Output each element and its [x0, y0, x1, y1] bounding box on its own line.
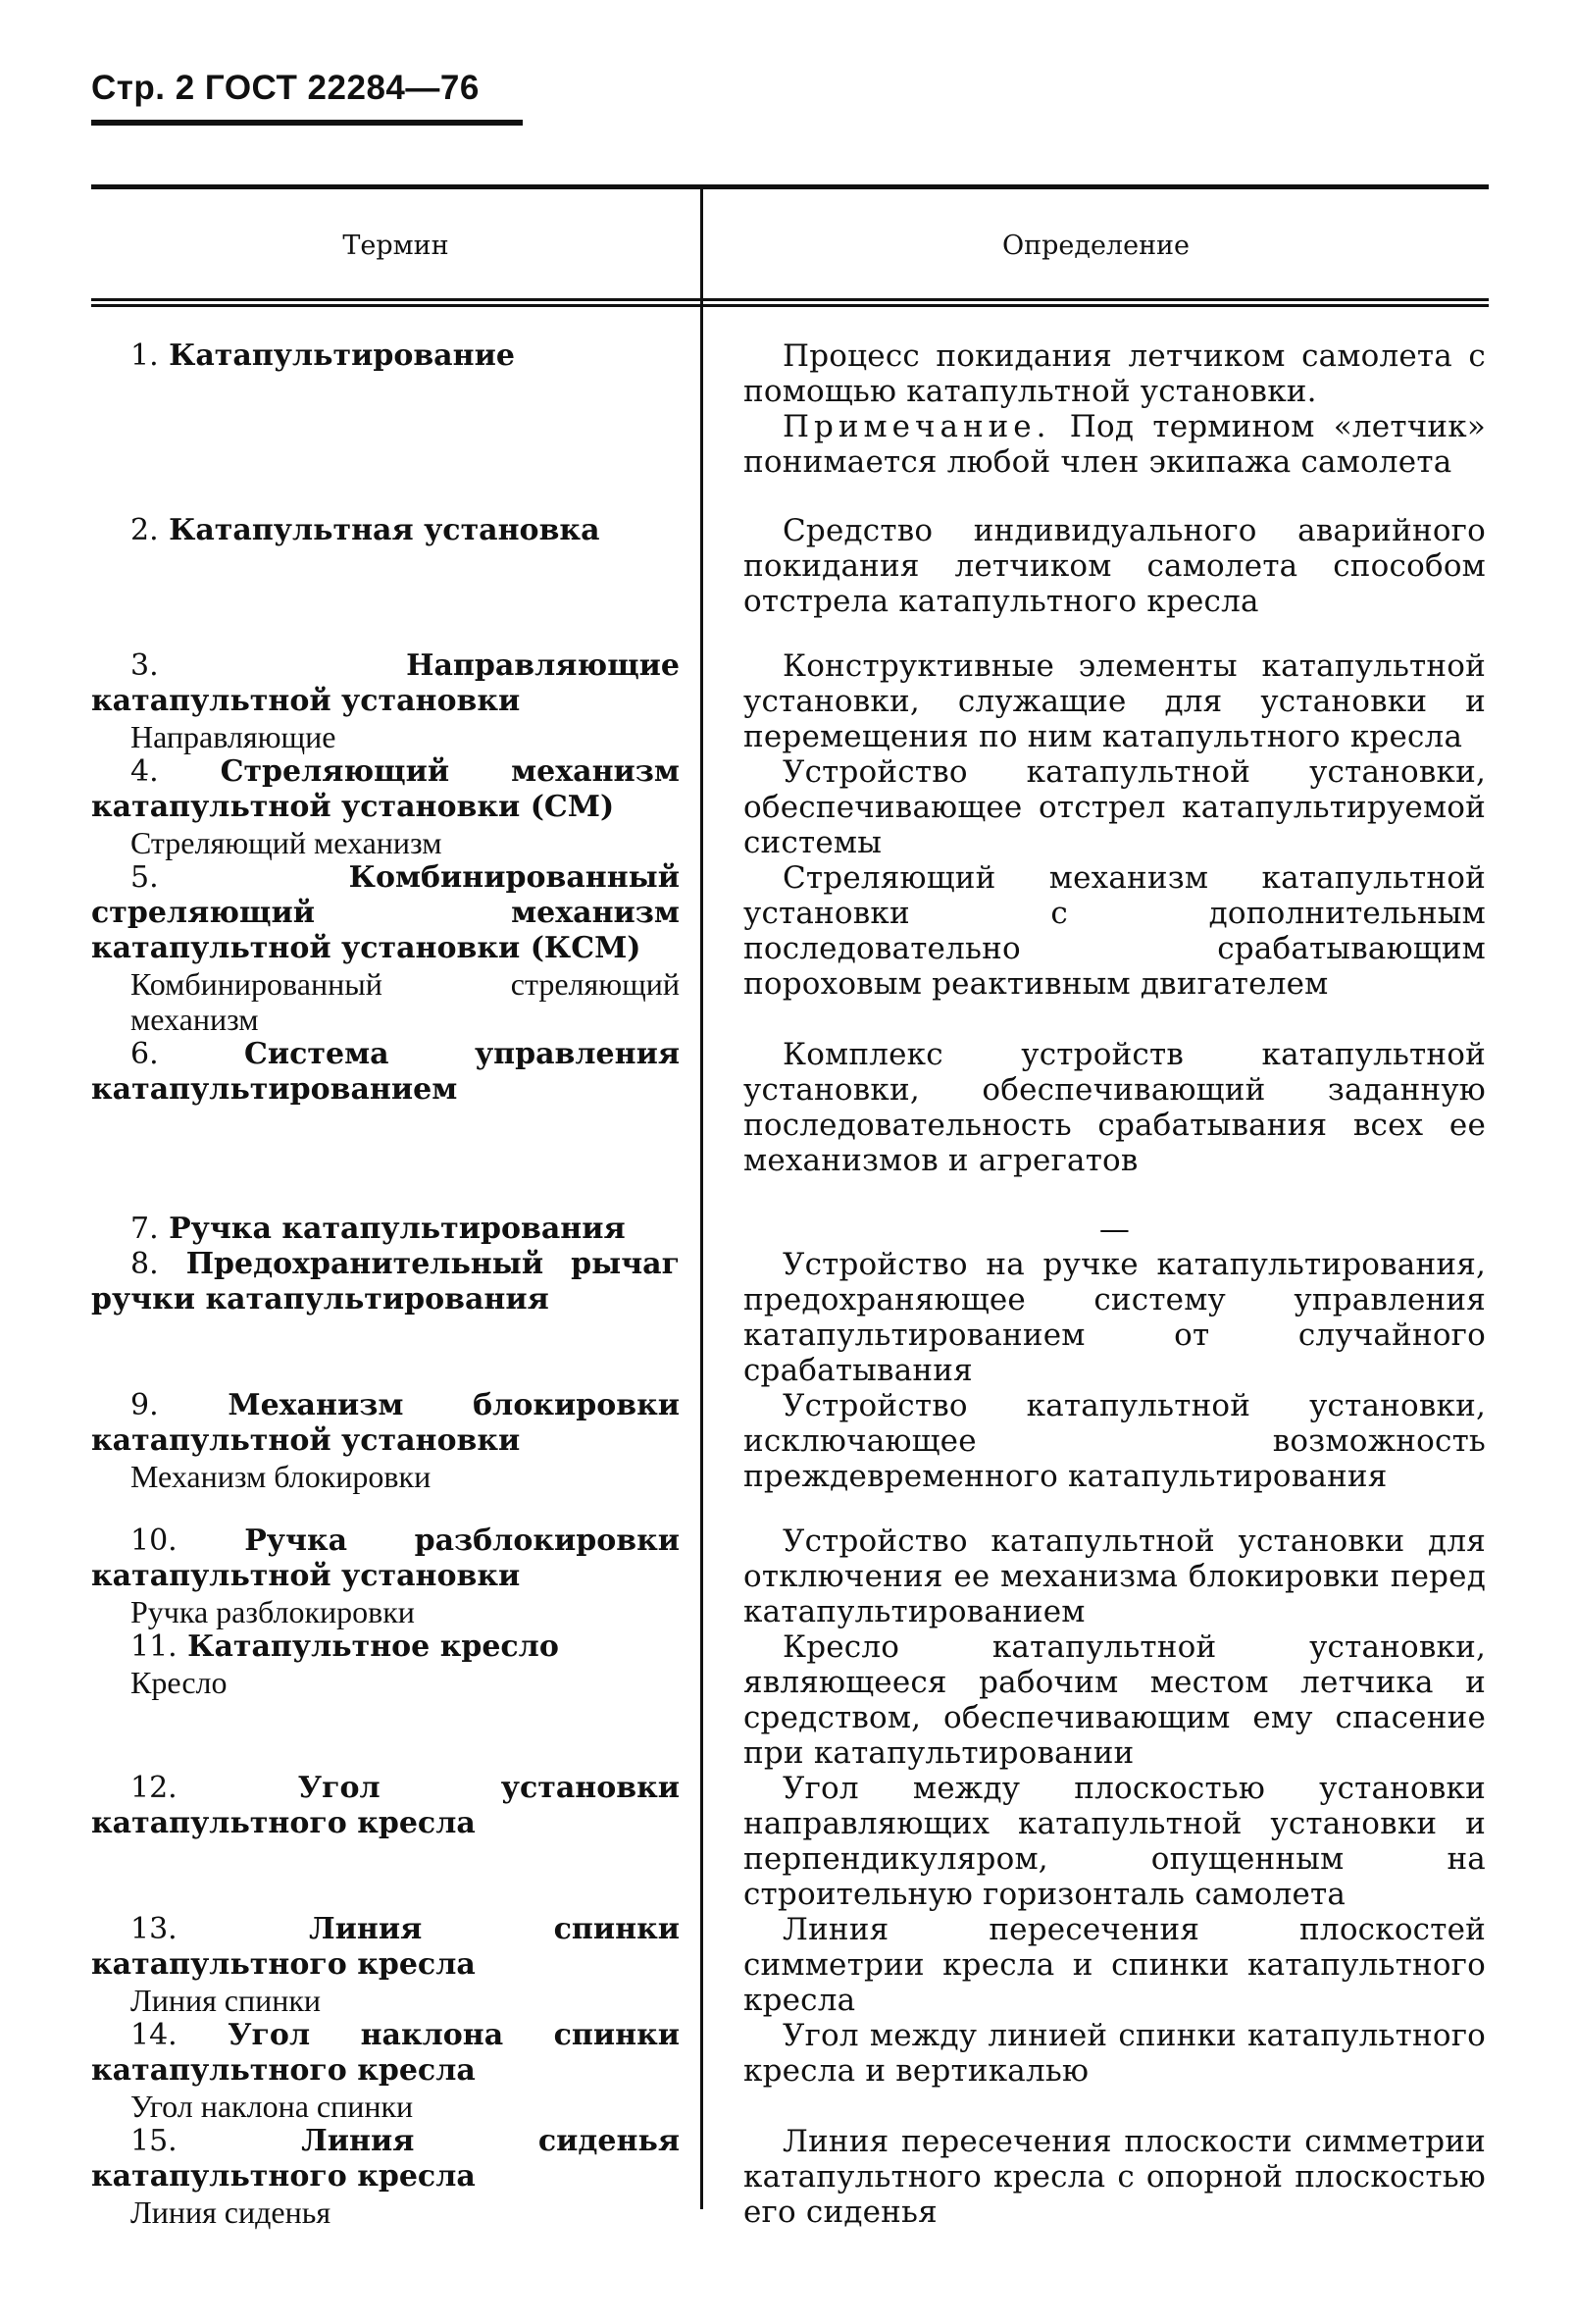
- term-title: Угол установки катапультного кресла: [91, 1771, 680, 1840]
- term-cell: [91, 1212, 700, 1247]
- definition-text: Процесс покидания летчиком самолета с помощью катапультной установки.: [743, 338, 1486, 409]
- definition-text: Угол между плоскостью установки направляющих катапультной установки и перпендикуляром, опущенным на строительную горизонталь самолета: [743, 1771, 1486, 1912]
- definition-cell: [700, 1912, 1486, 2018]
- term-title: Линия спинки катапультного кресла: [91, 1912, 680, 1982]
- term-title: Направляющие катапультной установки: [91, 648, 680, 718]
- term-number: 2.: [130, 513, 159, 547]
- definition-text: Устройство на ручке катапультирования, предохраняющее систему управления катапультированием от случайного срабатывания: [743, 1247, 1486, 1388]
- table-row: [91, 1037, 1489, 1178]
- term-cell: [91, 754, 700, 860]
- definition-text: Средство индивидуального аварийного покидания летчиком самолета способом отстрела катапультного кресла: [743, 513, 1486, 619]
- definition-cell: [700, 513, 1486, 619]
- definition-cell: [700, 1247, 1486, 1388]
- table-row: [91, 2124, 1489, 2230]
- term-title: Катапультирование: [169, 338, 515, 373]
- definition-text: Стреляющий механизм катапультной установки с дополнительным последовательно срабатывающим пороховым реактивным двигателем: [743, 860, 1486, 1002]
- term-number: 11.: [130, 1629, 178, 1664]
- definition-text: Линия пересечения плоскости симметрии катапультного кресла с опорной плоскостью его сиденья: [743, 2124, 1486, 2230]
- definition-cell: [700, 2124, 1486, 2230]
- table-row: [91, 754, 1489, 860]
- term-name: [91, 648, 680, 719]
- table-row: [91, 1212, 1489, 1247]
- definition-cell: [700, 1212, 1486, 1247]
- definition-note: [743, 409, 1486, 480]
- term-cell: [91, 1629, 700, 1771]
- terms-table-body: [91, 338, 1489, 2230]
- definition-text: —: [1098, 1212, 1131, 1247]
- term-title: Стреляющий механизм катапультной установки (СМ): [91, 754, 680, 824]
- term-number: 9.: [130, 1388, 159, 1422]
- term-short-form: Направляющие: [130, 719, 336, 754]
- term-name: [91, 1388, 680, 1459]
- term-cell: [91, 513, 700, 619]
- term-short-form: Угол наклона спинки: [130, 2089, 414, 2124]
- term-name: [91, 338, 680, 374]
- table-row: [91, 2018, 1489, 2124]
- column-header-definition: Определение: [1001, 231, 1191, 261]
- table-row: [91, 648, 1489, 754]
- term-number: 3.: [130, 648, 159, 683]
- term-name: [91, 1247, 680, 1317]
- term-title: Катапультное кресло: [187, 1629, 559, 1664]
- term-cell: [91, 1912, 700, 2018]
- note-label: Примечание.: [783, 409, 1051, 444]
- term-name: [91, 2124, 680, 2195]
- definition-text: Устройство катапультной установки, исключающее возможность преждевременного катапультирования: [743, 1388, 1486, 1494]
- definition-cell: [700, 1771, 1486, 1912]
- term-name: [91, 1212, 680, 1247]
- term-name: [91, 1629, 680, 1665]
- term-number: 13.: [130, 1912, 178, 1946]
- term-cell: [91, 1388, 700, 1494]
- table-header-rule: [91, 298, 1489, 307]
- term-name: [91, 1524, 680, 1594]
- definition-cell: [700, 648, 1486, 754]
- term-number: 7.: [130, 1212, 159, 1246]
- note-text: Под термином «летчик» понимается любой член экипажа самолета: [743, 409, 1486, 480]
- term-name: [91, 1037, 680, 1108]
- term-title: Угол наклона спинки катапультного кресла: [91, 2018, 681, 2088]
- term-number: 4.: [130, 754, 159, 789]
- term-title: Линия сиденья катапультного кресла: [91, 2124, 680, 2194]
- definition-text: Устройство катапультной установки, обеспечивающее отстрел катапультируемой системы: [743, 754, 1486, 860]
- term-short-form: Кресло: [130, 1665, 228, 1700]
- term-cell: [91, 860, 700, 1037]
- table-row: [91, 1524, 1489, 1629]
- term-cell: [91, 1247, 700, 1388]
- term-title: Ручка разблокировки катапультной установки: [91, 1524, 680, 1593]
- definition-cell: [700, 1524, 1486, 1629]
- column-header-term: Термин: [342, 231, 449, 261]
- term-cell: [91, 1037, 700, 1178]
- table-top-rule: [91, 184, 1489, 189]
- table-row: [91, 1912, 1489, 2018]
- term-title: Предохранительный рычаг ручки катапультирования: [91, 1247, 680, 1317]
- term-number: 6.: [130, 1037, 159, 1071]
- term-title: Механизм блокировки катапультной установки: [91, 1388, 680, 1458]
- term-short-form: Комбинированный стреляющий механизм: [130, 966, 680, 1037]
- term-name: [91, 513, 680, 548]
- term-cell: [91, 1524, 700, 1629]
- term-cell: [91, 2124, 700, 2230]
- term-number: 10.: [130, 1524, 178, 1558]
- term-short-form: Стреляющий механизм: [130, 825, 442, 860]
- definition-text: Линия пересечения плоскостей симметрии кресла и спинки катапультного кресла: [743, 1912, 1486, 2018]
- definition-text: Устройство катапультной установки для отключения ее механизма блокировки перед катапультированием: [743, 1524, 1486, 1629]
- definition-cell: [700, 2018, 1486, 2124]
- table-row: [91, 1247, 1489, 1388]
- term-name: [91, 2018, 680, 2089]
- definition-cell: [700, 338, 1486, 486]
- term-cell: [91, 648, 700, 754]
- term-short-form: Ручка разблокировки: [130, 1594, 415, 1629]
- table-row: [91, 860, 1489, 1037]
- term-cell: [91, 2018, 700, 2124]
- term-title: Катапультная установка: [169, 513, 600, 547]
- term-short-form: Механизм блокировки: [130, 1459, 432, 1494]
- term-number: 1.: [130, 338, 159, 373]
- definition-cell: [700, 754, 1486, 860]
- definition-cell: [700, 1037, 1486, 1178]
- term-name: [91, 860, 680, 966]
- term-cell: [91, 1771, 700, 1912]
- term-number: 12.: [130, 1771, 178, 1805]
- table-row: [91, 338, 1489, 486]
- term-name: [91, 754, 680, 825]
- term-name: [91, 1912, 680, 1983]
- definition-cell: [700, 1388, 1486, 1494]
- definition-text: Кресло катапультной установки, являющееся рабочим местом летчика и средством, обеспечивающим ему спасение при катапультировании: [743, 1629, 1486, 1771]
- definition-text: Конструктивные элементы катапультной установки, служащие для установки и перемещения по ним катапультного кресла: [743, 648, 1486, 754]
- definition-cell: [700, 1629, 1486, 1771]
- term-short-form: Линия сиденья: [130, 2195, 331, 2230]
- term-number: 5.: [130, 860, 159, 895]
- definition-cell: [700, 860, 1486, 1037]
- table-row: [91, 1388, 1489, 1494]
- term-number: 14.: [130, 2018, 178, 2052]
- term-name: [91, 1771, 680, 1841]
- table-row: [91, 1629, 1489, 1771]
- page-header: Стр. 2 ГОСТ 22284—76: [91, 69, 523, 126]
- term-title: Система управления катапультированием: [91, 1037, 680, 1107]
- term-cell: [91, 338, 700, 486]
- table-row: [91, 1771, 1489, 1912]
- definition-text: Угол между линией спинки катапультного кресла и вертикалью: [743, 2018, 1486, 2089]
- table-row: [91, 513, 1489, 619]
- term-short-form: Линия спинки: [130, 1983, 322, 2018]
- term-number: 8.: [130, 1247, 159, 1281]
- term-number: 15.: [130, 2124, 178, 2158]
- term-title: Ручка катапультирования: [169, 1212, 626, 1246]
- term-title: Комбинированный стреляющий механизм катапультной установки (КСМ): [91, 860, 680, 965]
- definition-text: Комплекс устройств катапультной установки, обеспечивающий заданную последовательность срабатывания всех ее механизмов и агрегатов: [743, 1037, 1486, 1178]
